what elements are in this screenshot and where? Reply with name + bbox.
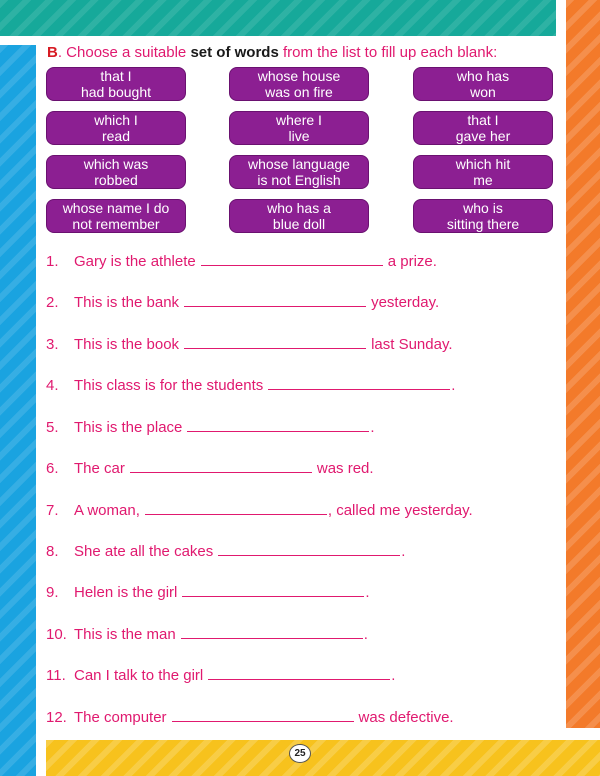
question-text-end: yesterday. <box>371 294 440 311</box>
question-text: This is the bank <box>74 294 180 311</box>
word-box-line: who has a <box>267 200 331 216</box>
answer-blank[interactable] <box>184 292 366 307</box>
question-text-end: . <box>370 419 375 436</box>
answer-blank[interactable] <box>172 707 354 722</box>
question-text-end: was red. <box>316 460 374 477</box>
question-9 <box>46 582 370 601</box>
question-text-end: . <box>391 667 396 684</box>
word-box <box>229 199 369 233</box>
question-text: Helen is the girl <box>74 584 178 601</box>
word-box-line: me <box>473 172 493 188</box>
question-3 <box>46 334 453 353</box>
word-box-line: gave her <box>455 128 511 144</box>
question-4 <box>46 375 455 394</box>
word-box <box>413 67 553 101</box>
word-box-line: whose name I do <box>62 200 170 216</box>
question-number: 11. <box>46 667 66 684</box>
top-decorative-band <box>0 0 556 36</box>
question-text: The computer <box>74 709 167 726</box>
word-box <box>46 199 186 233</box>
word-box-line: won <box>470 84 496 100</box>
answer-blank[interactable] <box>145 500 327 515</box>
word-box-line: where I <box>276 112 322 128</box>
question-text: This is the book <box>74 336 180 353</box>
question-text-end: . <box>401 543 406 560</box>
word-box-line: read <box>101 128 131 144</box>
word-box <box>46 67 186 101</box>
question-5 <box>46 417 375 436</box>
instruction-text-end: from the list to fill up each blank: <box>278 44 498 61</box>
question-number: 6. <box>46 460 59 477</box>
answer-blank[interactable] <box>187 417 369 432</box>
word-box-line: who has <box>456 68 510 84</box>
word-box <box>413 199 553 233</box>
word-box-line: is not English <box>257 172 341 188</box>
right-decorative-band <box>566 0 600 728</box>
question-number: 12. <box>46 709 67 726</box>
word-box-line: robbed <box>94 172 138 188</box>
question-text-end: last Sunday. <box>371 336 453 353</box>
question-text-end: . <box>365 584 370 601</box>
word-box-line: not remember <box>72 216 160 232</box>
word-box <box>229 67 369 101</box>
answer-blank[interactable] <box>182 582 364 597</box>
answer-blank[interactable] <box>184 334 366 349</box>
question-text-end: . <box>451 377 456 394</box>
question-number: 5. <box>46 419 59 436</box>
answer-blank[interactable] <box>268 375 450 390</box>
question-text: The car <box>74 460 125 477</box>
answer-blank[interactable] <box>201 251 383 266</box>
word-box-line: whose language <box>248 156 350 172</box>
question-text-end: a prize. <box>387 253 437 270</box>
question-number: 8. <box>46 543 59 560</box>
question-text: A woman, <box>74 502 140 519</box>
question-text: This is the man <box>74 626 176 643</box>
answer-blank[interactable] <box>181 624 363 639</box>
question-7 <box>46 500 473 519</box>
question-text: She ate all the cakes <box>74 543 214 560</box>
question-text: This is the place <box>74 419 183 436</box>
question-number: 2. <box>46 294 59 311</box>
word-box-line: which was <box>83 156 149 172</box>
word-box <box>229 111 369 145</box>
exercise-instruction <box>47 44 562 61</box>
word-box-line: whose house <box>257 68 341 84</box>
question-number: 4. <box>46 377 59 394</box>
answer-blank[interactable] <box>130 458 312 473</box>
section-letter: B <box>47 44 58 61</box>
answer-blank[interactable] <box>218 541 400 556</box>
word-box-line: sitting there <box>446 216 520 232</box>
question-2 <box>46 292 439 311</box>
question-number: 3. <box>46 336 59 353</box>
word-box <box>46 111 186 145</box>
question-text-end: , called me yesterday. <box>327 502 473 519</box>
question-text: Gary is the athlete <box>74 253 196 270</box>
question-text: This class is for the students <box>74 377 264 394</box>
word-box-line: was on fire <box>265 84 333 100</box>
word-box-line: that I <box>467 112 499 128</box>
word-box-line: had bought <box>80 84 152 100</box>
word-box-line: which I <box>94 112 138 128</box>
question-1 <box>46 251 437 270</box>
word-box-line: blue doll <box>272 216 326 232</box>
question-text-end: . <box>363 626 368 643</box>
question-number: 9. <box>46 584 59 601</box>
word-box <box>46 155 186 189</box>
word-box <box>413 155 553 189</box>
answer-blank[interactable] <box>208 665 390 680</box>
word-box <box>229 155 369 189</box>
left-decorative-band <box>0 45 36 776</box>
question-8 <box>46 541 405 560</box>
question-number: 1. <box>46 253 59 270</box>
word-box-line: that I <box>100 68 132 84</box>
question-10 <box>46 624 368 643</box>
question-number: 7. <box>46 502 59 519</box>
instruction-text-start: . Choose a suitable <box>57 44 191 61</box>
page-number: 25 <box>289 744 311 763</box>
word-box-line: who is <box>463 200 503 216</box>
question-11 <box>46 665 395 684</box>
word-box-line: live <box>288 128 310 144</box>
instruction-emphasis: set of words <box>190 44 279 61</box>
question-text-end: was defective. <box>358 709 454 726</box>
question-12 <box>46 707 454 726</box>
word-box-line: which hit <box>455 156 511 172</box>
question-6 <box>46 458 374 477</box>
word-box <box>413 111 553 145</box>
question-text: Can I talk to the girl <box>74 667 204 684</box>
bottom-decorative-band <box>46 740 600 776</box>
question-number: 10. <box>46 626 67 643</box>
